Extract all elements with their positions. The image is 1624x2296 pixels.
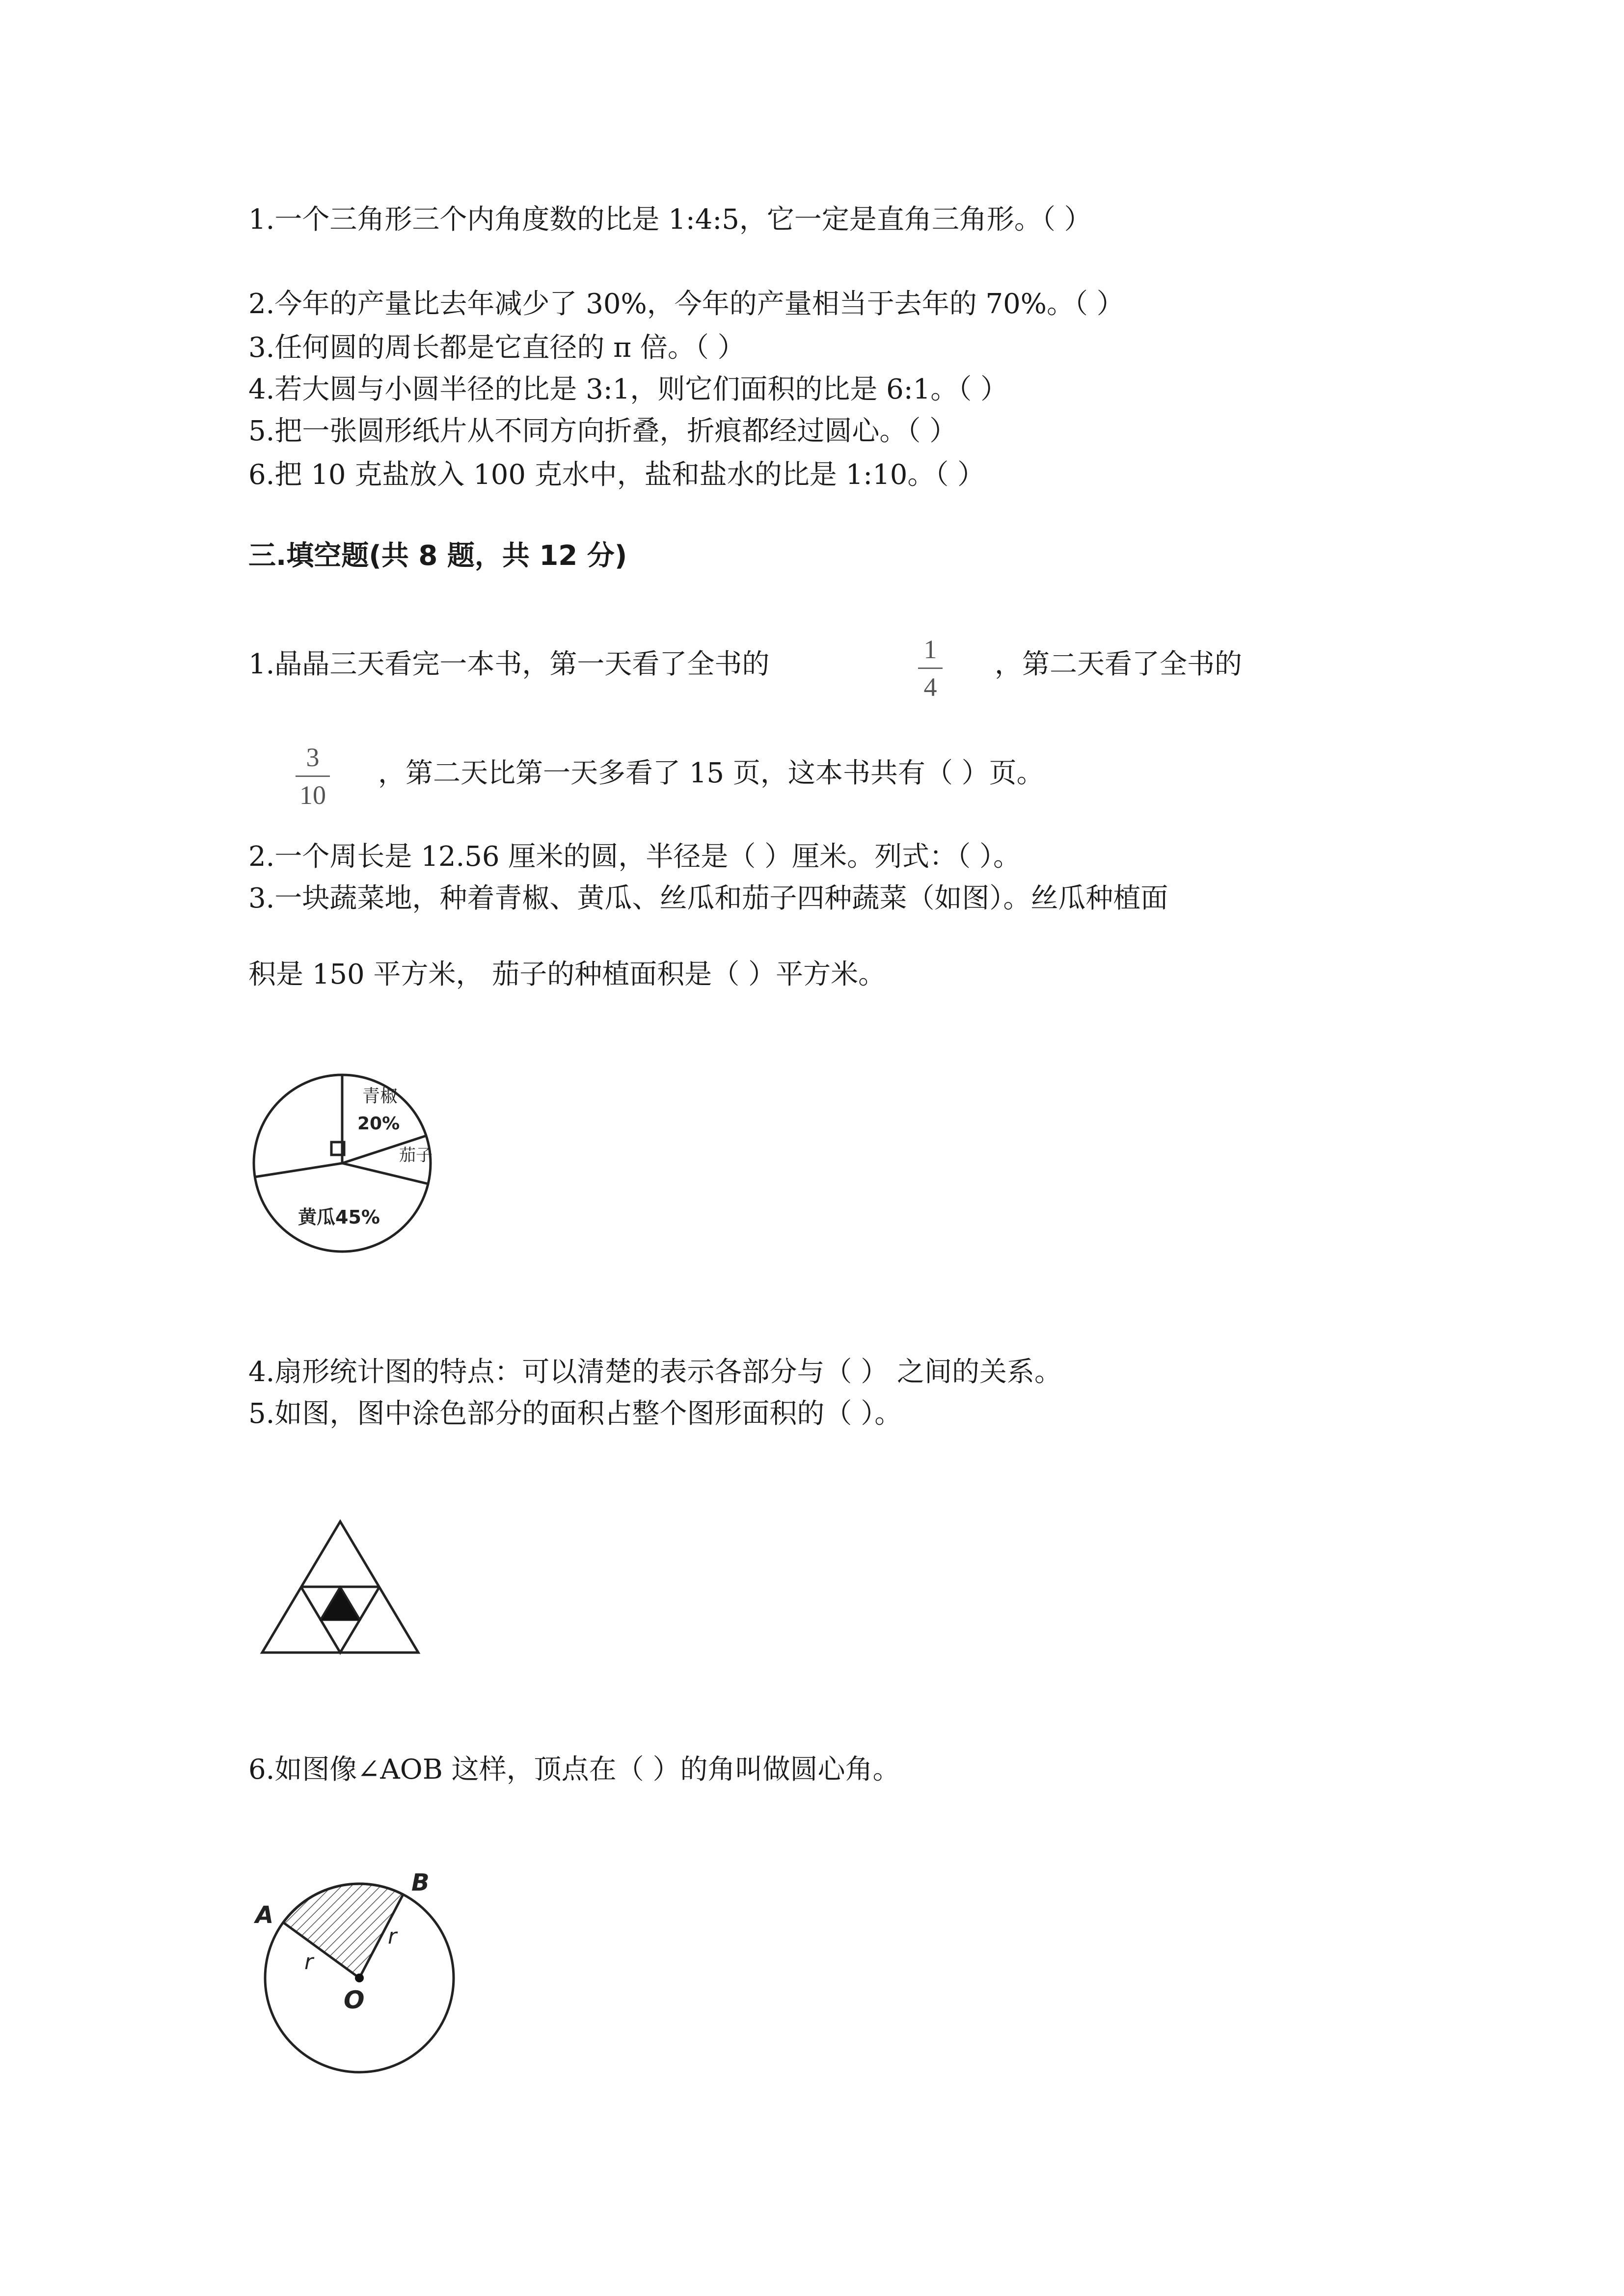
judge-item-5: 5.把一张圆形纸片从不同方向折叠，折痕都经过圆心。（ ）: [248, 415, 957, 447]
fill-q2: 2.一个周长是 12.56 厘米的圆，半径是（ ）厘米。列式：（ ）。: [248, 841, 1021, 873]
pie-label-qingjiao: 青椒: [362, 1086, 398, 1106]
label-r-left: r: [304, 1949, 314, 1975]
label-b: B: [411, 1869, 430, 1896]
fraction-denominator: 10: [299, 780, 326, 810]
center-point: [355, 1974, 364, 1982]
section-heading: 三.填空题(共 8 题，共 12 分): [248, 540, 627, 572]
fill-q3-line1: 3.一块蔬菜地，种着青椒、黄瓜、丝瓜和茄子四种蔬菜（如图）。丝瓜种植面: [248, 882, 1168, 914]
fraction-denominator: 4: [923, 672, 937, 702]
fill-q3-line2: 积是 150 平方米， 茄子的种植面积是（ ）平方米。: [248, 959, 886, 990]
label-r-right: r: [388, 1924, 397, 1949]
fraction-three-tenths: [296, 741, 330, 811]
vegetable-pie-figure: [250, 1068, 457, 1264]
fill-q1-part1: 1.晶晶三天看完一本书，第一天看了全书的: [248, 648, 770, 680]
pie-label-qiezi: 茄子: [399, 1146, 433, 1165]
judge-item-6: 6.把 10 克盐放入 100 克水中，盐和盐水的比是 1:10。（ ）: [248, 459, 985, 491]
fraction-bar: [918, 667, 943, 669]
fill-q5: 5.如图，图中涂色部分的面积占整个图形面积的（ ）。: [248, 1398, 902, 1430]
judge-item-4: 4.若大圆与小圆半径的比是 3:1，则它们面积的比是 6:1。（ ）: [248, 374, 1008, 405]
label-a: A: [255, 1901, 274, 1929]
fill-q4: 4.扇形统计图的特点：可以清楚的表示各部分与（ ） 之间的关系。: [248, 1356, 1062, 1388]
fill-q1-part2: ，第二天看了全书的: [995, 648, 1242, 680]
nested-triangles-figure: [260, 1519, 422, 1656]
pie-value-qingjiao: 20%: [357, 1114, 400, 1134]
fraction-one-quarter: [918, 633, 943, 703]
fraction-bar: [296, 775, 330, 777]
fraction-numerator: 1: [923, 635, 937, 664]
central-angle-figure: [245, 1865, 452, 2076]
judge-item-1: 1.一个三角形三个内角度数的比是 1:4:5，它一定是直角三角形。（ ）: [248, 204, 1092, 236]
fill-q6: 6.如图像∠AOB 这样，顶点在（ ）的角叫做圆心角。: [248, 1754, 900, 1786]
fraction-numerator: 3: [306, 743, 320, 772]
fill-q1-part3: ，第二天比第一天多看了 15 页，这本书共有（ ）页。: [378, 757, 1044, 789]
judge-item-3: 3.任何圆的周长都是它直径的 π 倍。（ ）: [248, 332, 745, 364]
pie-label-huanggua: 黄瓜45%: [298, 1206, 380, 1228]
judge-item-2: 2.今年的产量比去年减少了 30%，今年的产量相当于去年的 70%。（ ）: [248, 288, 1124, 320]
label-o: O: [344, 1986, 365, 2014]
